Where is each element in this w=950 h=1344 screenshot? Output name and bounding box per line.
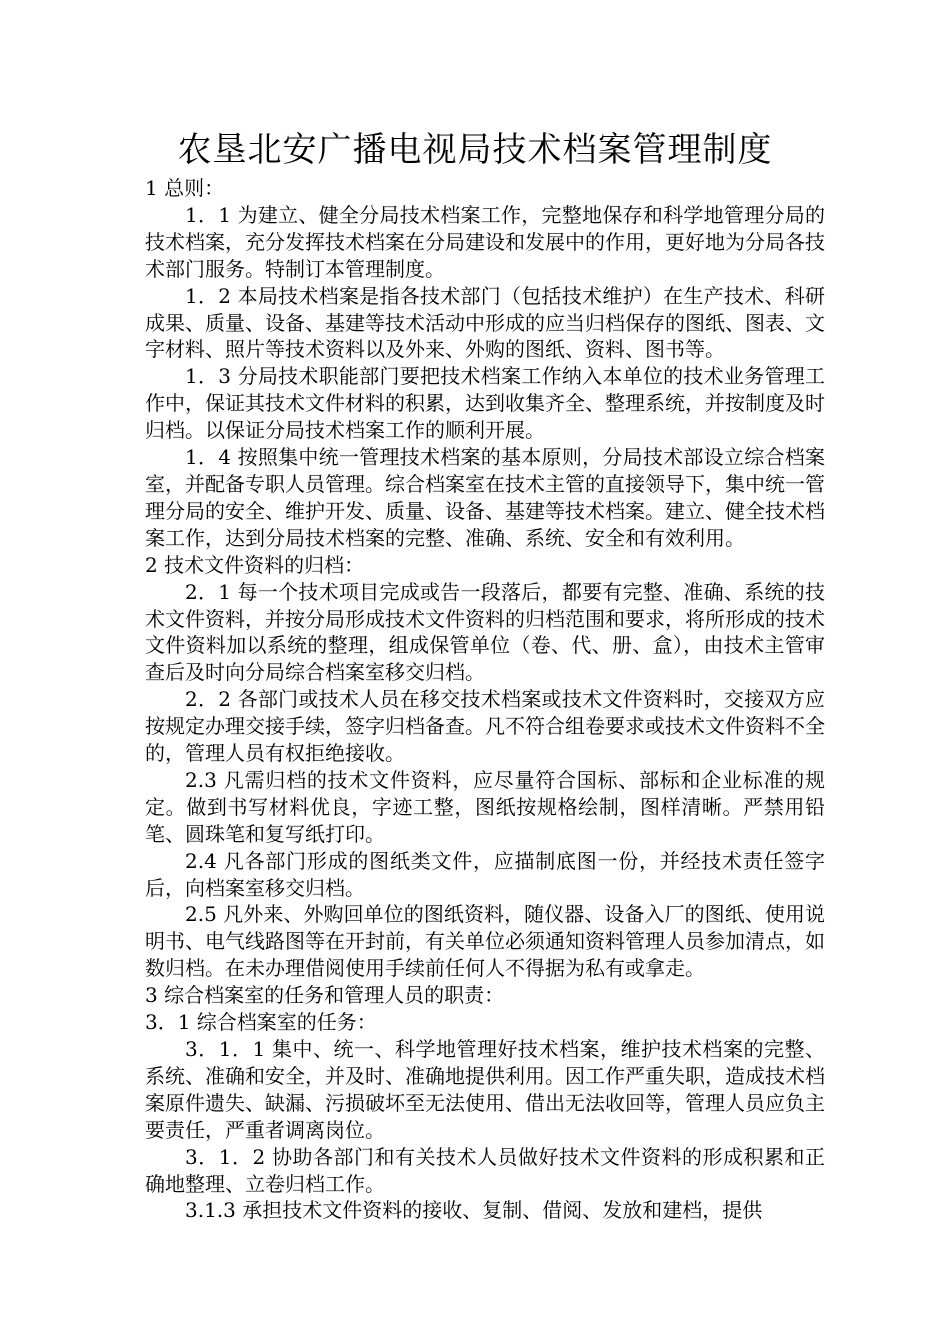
paragraph: 3.1.3 承担技术文件资料的接收、复制、借阅、发放和建档，提供 [185, 1198, 763, 1223]
section-heading: 1 总则： [145, 176, 225, 200]
section-heading: 3 综合档案室的任务和管理人员的职责： [145, 983, 505, 1008]
paragraph: 2.4 凡各部门形成的图纸类文件，应描制底图一份，并经技术责任签字后，向档案室移交归档。 [145, 848, 825, 900]
paragraph: 2．1 每一个技术项目完成或告一段落后，都要有完整、准确、系统的技术文件资料，并按分局形成技术文件资料的归档范围和要求，将所形成的技术文件资料加以系统的整理，组成保管单位（卷、代、册、盒），由技术主管审查后及时向分局综合档案室移交归档。 [145, 579, 825, 685]
paragraph: 2.5 凡外来、外购回单位的图纸资料，随仪器、设备入厂的图纸、使用说明书、电气线路图等在开封前，有关单位必须通知资料管理人员参加清点，如数归档。在未办理借阅使用手续前任何人不得据为私有或拿走。 [145, 902, 825, 981]
paragraph: 1．3 分局技术职能部门要把技术档案工作纳入本单位的技术业务管理工作中，保证其技术文件材料的积累，达到收集齐全、整理系统，并按制度及时归档。以保证分局技术档案工作的顺利开展。 [145, 364, 825, 443]
document-body [145, 175, 825, 1224]
paragraph: 2.3 凡需归档的技术文件资料，应尽量符合国标、部标和企业标准的规定。做到书写材料优良，字迹工整，图纸按规格绘制，图样清晰。严禁用铅笔、圆珠笔和复写纸打印。 [145, 767, 825, 846]
paragraph: 1．1 为建立、健全分局技术档案工作，完整地保存和科学地管理分局的技术档案，充分发挥技术档案在分局建设和发展中的作用，更好地为分局各技术部门服务。特制订本管理制度。 [145, 202, 825, 281]
section-heading: 2 技术文件资料的归档： [145, 552, 365, 577]
paragraph: 3．1．1 集中、统一、科学地管理好技术档案，维护技术档案的完整、系统、准确和安全，并及时、准确地提供利用。因工作严重失职，造成技术档案原件遗失、缺漏、污损破坏至无法使用、借出无法收回等，管理人员应负主要责任，严重者调离岗位。 [145, 1037, 825, 1142]
paragraph: 1．2 本局技术档案是指各技术部门（包括技术维护）在生产技术、科研成果、质量、设备、基建等技术活动中形成的应当归档保存的图纸、图表、文字材料、照片等技术资料以及外来、外购的图纸、资料、图书等。 [145, 283, 825, 362]
document-title: 农垦北安广播电视局技术档案管理制度 [177, 130, 773, 170]
paragraph: 1．4 按照集中统一管理技术档案的基本原则，分局技术部设立综合档案室，并配备专职人员管理。综合档案室在技术主管的直接领导下，集中统一管理分局的安全、维护开发、质量、设备、基建等技术档案。建立、健全技术档案工作，达到分局技术档案的完整、准确、系统、安全和有效利用。 [145, 445, 825, 550]
paragraph: 3．1．2 协助各部门和有关技术人员做好技术文件资料的形成积累和正确地整理、立卷归档工作。 [145, 1144, 825, 1196]
subsection-heading: 3．1 综合档案室的任务： [145, 1010, 377, 1035]
paragraph: 2．2 各部门或技术人员在移交技术档案或技术文件资料时，交接双方应按规定办理交接手续，签字归档备查。凡不符合组卷要求或技术文件资料不全的，管理人员有权拒绝接收。 [145, 687, 825, 766]
